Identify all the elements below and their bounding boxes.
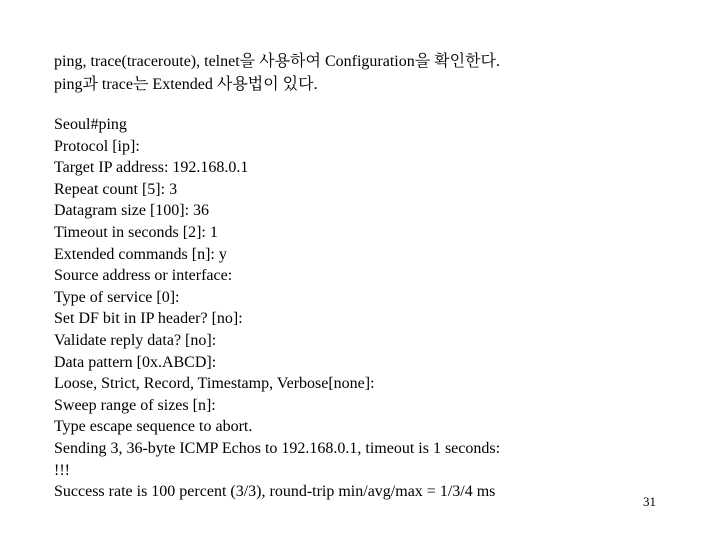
- console-line: Sending 3, 36-byte ICMP Echos to 192.168.0.1, timeout is 1 seconds:: [54, 439, 501, 457]
- console-output: [54, 114, 654, 503]
- intro-text: [54, 50, 674, 96]
- intro-line: ping, trace(traceroute), telnet을 사용하여 Configuration을 확인한다.: [54, 53, 500, 70]
- console-line: Type of service [0]:: [54, 288, 180, 306]
- console-line: Sweep range of sizes [n]:: [54, 396, 216, 414]
- intro-line: ping과 trace는 Extended 사용법이 있다.: [54, 76, 318, 93]
- console-line: Validate reply data? [no]:: [54, 331, 217, 349]
- console-line: Target IP address: 192.168.0.1: [54, 159, 249, 177]
- console-line: Loose, Strict, Record, Timestamp, Verbose[none]:: [54, 375, 375, 393]
- console-line: Datagram size [100]: 36: [54, 202, 210, 220]
- console-line: Timeout in seconds [2]: 1: [54, 223, 218, 241]
- console-line: Type escape sequence to abort.: [54, 418, 253, 436]
- console-line: Source address or interface:: [54, 267, 233, 285]
- console-line: Data pattern [0x.ABCD]:: [54, 353, 217, 371]
- console-line: Repeat count [5]: 3: [54, 180, 178, 198]
- console-line: Set DF bit in IP header? [no]:: [54, 310, 243, 328]
- console-line: Protocol [ip]:: [54, 137, 140, 155]
- console-line: !!!: [54, 461, 70, 479]
- console-line: Seoul#ping: [54, 116, 127, 133]
- page-number: 31: [643, 494, 656, 509]
- console-line: Success rate is 100 percent (3/3), round-trip min/avg/max = 1/3/4 ms: [54, 483, 496, 501]
- console-line: Extended commands [n]: y: [54, 245, 227, 263]
